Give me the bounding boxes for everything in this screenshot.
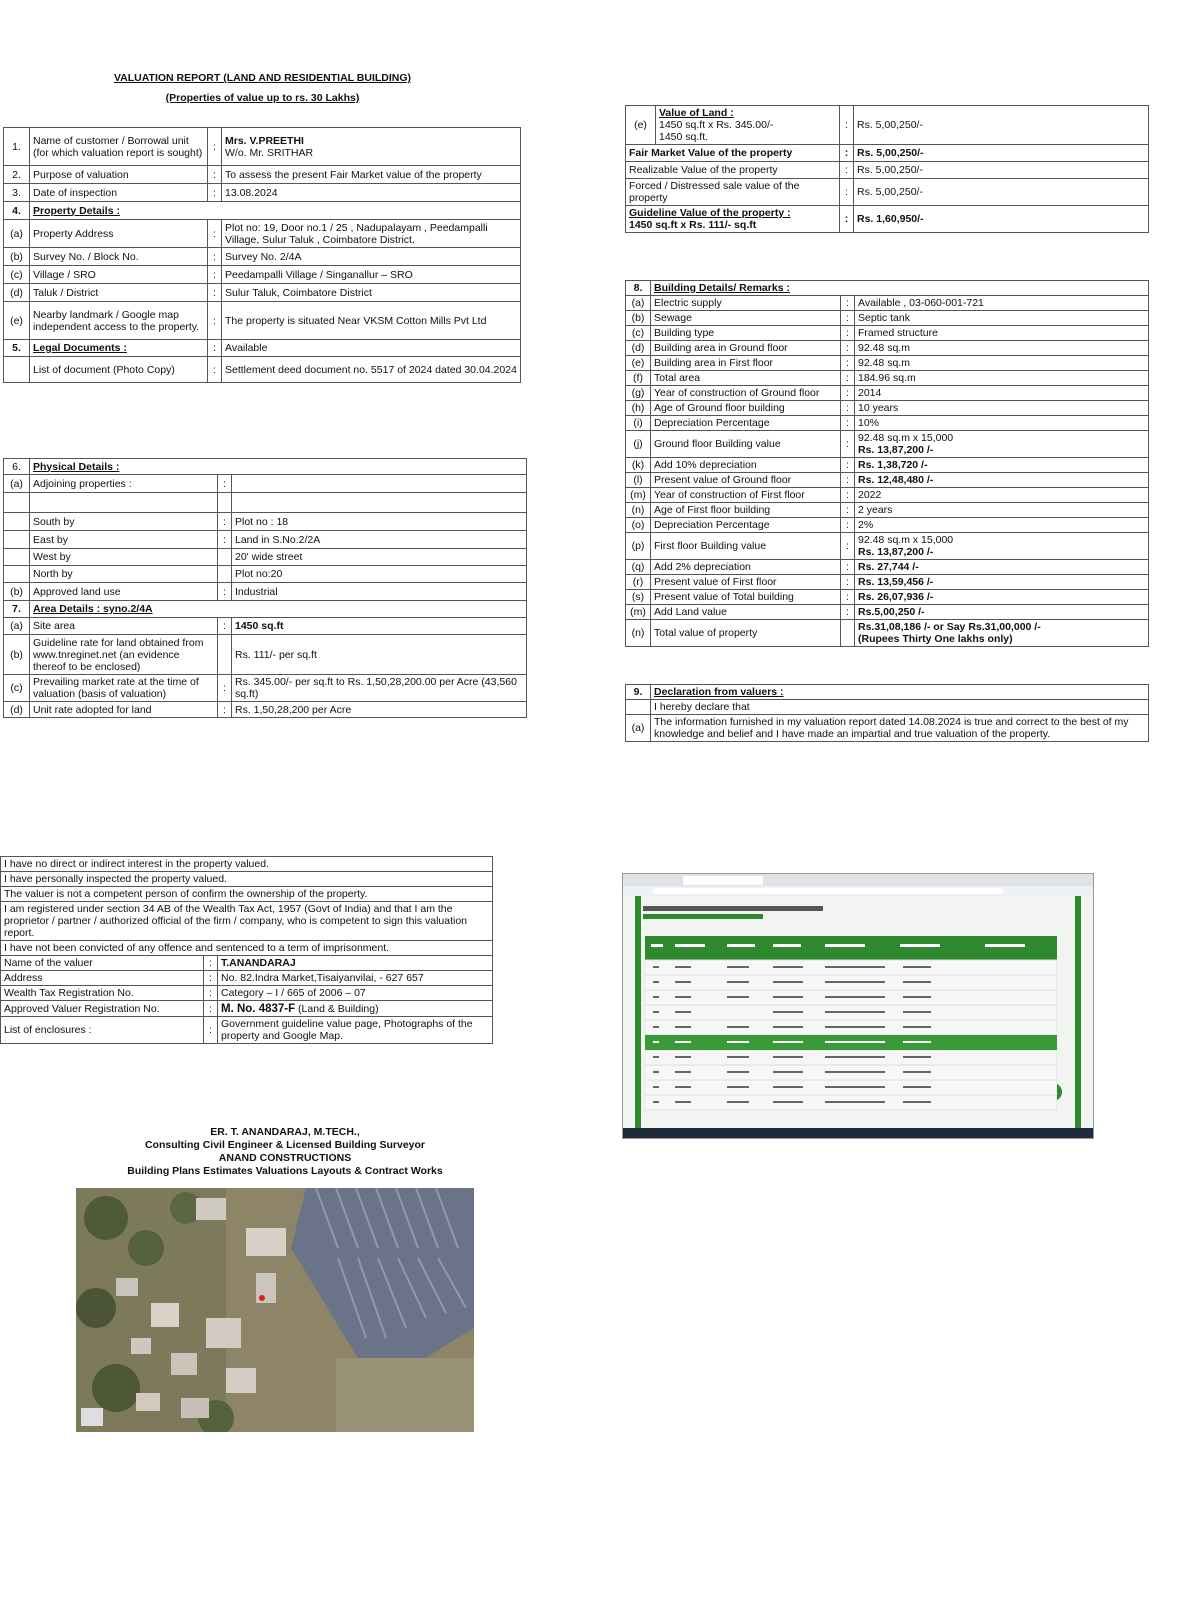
colon: :: [841, 326, 855, 341]
row-num: (c): [626, 326, 651, 341]
row-num: 7.: [4, 601, 30, 618]
row-num: (a): [626, 715, 651, 742]
colon: :: [218, 513, 232, 531]
physical-details-heading: Physical Details :: [30, 459, 527, 475]
total-area-label: Total area: [651, 371, 841, 386]
valuer-name-value: T.ANANDARAJ: [218, 956, 493, 971]
customer-name: Mrs. V.PREETHI: [225, 134, 304, 147]
area-details-heading: Area Details : syno.2/4A: [30, 601, 527, 618]
signature-company: ANAND CONSTRUCTIONS: [218, 1152, 352, 1164]
first-age-value: 2 years: [855, 503, 1149, 518]
row-num: 4.: [4, 202, 30, 220]
spacer: [232, 493, 527, 513]
colon: :: [840, 179, 854, 206]
ground-area-label: Building area in Ground floor: [651, 341, 841, 356]
approved-valuer-number: M. No. 4837-F: [221, 1002, 296, 1015]
row-num: (n): [626, 503, 651, 518]
declaration-line: I have not been convicted of any offence and sentenced to a term of imprisonment.: [1, 941, 493, 956]
row-num: (a): [4, 475, 30, 493]
east-label: East by: [30, 531, 218, 549]
survey-value: Survey No. 2/4A: [222, 248, 521, 266]
row-num: (h): [626, 401, 651, 416]
report-title: VALUATION REPORT (LAND AND RESIDENTIAL BUILDING): [113, 72, 412, 84]
south-value: Plot no : 18: [232, 513, 527, 531]
forced-value: Rs. 5,00,250/-: [854, 179, 1149, 206]
guideline-value-title: Guideline Value of the property :: [629, 207, 791, 219]
first-building-calc: 92.48 sq.m x 15,000: [858, 534, 954, 546]
first-year-value: 2022: [855, 488, 1149, 503]
first-area-value: 92.48 sq.m: [855, 356, 1149, 371]
approved-valuer-label: Approved Valuer Registration No.: [1, 1001, 204, 1017]
colon: :: [841, 605, 855, 620]
present-first-value: Rs. 13,59,456 /-: [855, 575, 1149, 590]
landmark-value: The property is situated Near VKSM Cotton Mills Pvt Ltd: [222, 302, 521, 340]
row-num: (d): [4, 284, 30, 302]
north-label: North by: [30, 566, 218, 583]
sewage-value: Septic tank: [855, 311, 1149, 326]
colon-empty: [841, 620, 855, 647]
row-num: (i): [626, 416, 651, 431]
colon: :: [208, 128, 222, 166]
colon: :: [841, 296, 855, 311]
north-value: Plot no:20: [232, 566, 527, 583]
empty-cell: [232, 475, 527, 493]
physical-details-table: [3, 458, 527, 718]
depreciation-value: 10%: [855, 416, 1149, 431]
village-value: Peedampalli Village / Singanallur – SRO: [222, 266, 521, 284]
colon: :: [204, 1017, 218, 1044]
guideline-value-cell: [626, 206, 840, 233]
depreciation-label: Depreciation Percentage: [651, 416, 841, 431]
colon: :: [841, 356, 855, 371]
row-num: (e): [4, 302, 30, 340]
colon: :: [204, 986, 218, 1001]
wealth-tax-label: Wealth Tax Registration No.: [1, 986, 204, 1001]
approved-valuer-value: [218, 1001, 493, 1017]
declaration-line: I have personally inspected the property valued.: [1, 872, 493, 887]
first-age-label: Age of First floor building: [651, 503, 841, 518]
declaration-heading: Declaration from valuers :: [651, 685, 1149, 700]
wealth-tax-value: Category – I / 665 of 2006 – 07: [218, 986, 493, 1001]
colon: :: [218, 618, 232, 635]
colon: :: [208, 302, 222, 340]
colon: :: [204, 1001, 218, 1017]
address-value: Plot no: 19, Door no.1 / 25 , Nadupalayam , Peedampalli Village, Sulur Taluk , Coimbatore District.: [222, 220, 521, 248]
row-num: 3.: [4, 184, 30, 202]
spacer: [218, 493, 232, 513]
colon: :: [841, 341, 855, 356]
land-use-label: Approved land use: [30, 583, 218, 601]
row-num: 5.: [4, 340, 30, 357]
add-depr-ground-value: Rs. 1,38,720 /-: [855, 458, 1149, 473]
colon: :: [218, 475, 232, 493]
customer-label: Name of customer / Borrowal unit (for which valuation report is sought): [30, 128, 208, 166]
colon: :: [204, 971, 218, 986]
first-year-label: Year of construction of First floor: [651, 488, 841, 503]
row-num: (b): [626, 311, 651, 326]
present-ground-label: Present value of Ground floor: [651, 473, 841, 488]
colon: :: [841, 386, 855, 401]
row-num: (r): [626, 575, 651, 590]
land-value: Rs. 5,00,250/-: [854, 106, 1149, 145]
colon: :: [841, 575, 855, 590]
adjoining-label: Adjoining properties :: [30, 475, 218, 493]
colon-empty: [218, 566, 232, 583]
valuer-name-label: Name of the valuer: [1, 956, 204, 971]
customer-value: [222, 128, 521, 166]
signature-name: ER. T. ANANDARAJ, M.TECH.,: [210, 1126, 360, 1138]
building-details-heading: Building Details/ Remarks :: [651, 281, 1149, 296]
first-area-label: Building area in First floor: [651, 356, 841, 371]
ground-year-label: Year of construction of Ground floor: [651, 386, 841, 401]
colon-empty: [218, 635, 232, 675]
row-num: (m): [626, 605, 651, 620]
spacer: [4, 493, 30, 513]
add-land-value: Rs.5,00,250 /-: [855, 605, 1149, 620]
row-num: (e): [626, 356, 651, 371]
unit-rate-label: Unit rate adopted for land: [30, 702, 218, 718]
colon: :: [840, 106, 854, 145]
row-num: (s): [626, 590, 651, 605]
row-num: (l): [626, 473, 651, 488]
colon: :: [841, 416, 855, 431]
building-type-value: Framed structure: [855, 326, 1149, 341]
site-area-value: 1450 sq.ft: [232, 618, 527, 635]
row-num: (n): [626, 620, 651, 647]
row-num: 2.: [4, 166, 30, 184]
taluk-value: Sulur Taluk, Coimbatore District: [222, 284, 521, 302]
ground-year-value: 2014: [855, 386, 1149, 401]
colon: :: [218, 675, 232, 702]
aerial-map-drawing: [76, 1188, 474, 1432]
customer-details-table: [3, 127, 521, 383]
south-label: South by: [30, 513, 218, 531]
declaration-line: The valuer is not a competent person of confirm the ownership of the property.: [1, 887, 493, 902]
colon: :: [208, 184, 222, 202]
ground-area-value: 92.48 sq.m: [855, 341, 1149, 356]
document-list-value: Settlement deed document no. 5517 of 2024 dated 30.04.2024: [222, 357, 521, 383]
row-num: (q): [626, 560, 651, 575]
colon: :: [208, 340, 222, 357]
guideline-rate-label: Guideline rate for land obtained from www.tnreginet.net (an evidence thereof to be enclosed): [30, 635, 218, 675]
present-ground-value: Rs. 12,48,480 /-: [855, 473, 1149, 488]
ground-building-value-label: Ground floor Building value: [651, 431, 841, 458]
colon: :: [208, 220, 222, 248]
address-label: Property Address: [30, 220, 208, 248]
fmv-label: Fair Market Value of the property: [626, 145, 840, 162]
village-label: Village / SRO: [30, 266, 208, 284]
guideline-value: Rs. 1,60,950/-: [854, 206, 1149, 233]
row-num: (a): [626, 296, 651, 311]
land-value-table: [625, 105, 1149, 233]
ground-building-value: [855, 431, 1149, 458]
colon: :: [208, 166, 222, 184]
total-building-label: Present value of Total building: [651, 590, 841, 605]
enclosures-label: List of enclosures :: [1, 1017, 204, 1044]
inspection-date-value: 13.08.2024: [222, 184, 521, 202]
row-num: (d): [4, 702, 30, 718]
colon: :: [841, 431, 855, 458]
colon: :: [204, 956, 218, 971]
signature-title: Consulting Civil Engineer & Licensed Building Surveyor: [144, 1139, 426, 1151]
row-num: (b): [4, 248, 30, 266]
landmark-label: Nearby landmark / Google map independent access to the property.: [30, 302, 208, 340]
first-building-value: [855, 533, 1149, 560]
land-value-line2: 1450 sq.ft.: [659, 131, 709, 143]
declaration-table: [625, 684, 1149, 742]
ground-age-label: Age of Ground floor building: [651, 401, 841, 416]
add-depr-first-label: Add 2% depreciation: [651, 560, 841, 575]
first-depr-label: Depreciation Percentage: [651, 518, 841, 533]
realizable-value: Rs. 5,00,250/-: [854, 162, 1149, 179]
row-num-empty: [626, 700, 651, 715]
land-value-title: Value of Land :: [659, 107, 734, 119]
building-details-table: [625, 280, 1149, 647]
colon: :: [208, 357, 222, 383]
add-depr-ground-label: Add 10% depreciation: [651, 458, 841, 473]
purpose-value: To assess the present Fair Market value of the property: [222, 166, 521, 184]
guideline-rate-value: Rs. 111/- per sq.ft: [232, 635, 527, 675]
colon: :: [218, 531, 232, 549]
colon: :: [840, 162, 854, 179]
report-subtitle: (Properties of value up to rs. 30 Lakhs): [165, 92, 360, 104]
ground-age-value: 10 years: [855, 401, 1149, 416]
row-num: (a): [4, 618, 30, 635]
fmv-value: Rs. 5,00,250/-: [854, 145, 1149, 162]
first-depr-value: 2%: [855, 518, 1149, 533]
colon: :: [840, 145, 854, 162]
colon: :: [841, 473, 855, 488]
land-value-line1: 1450 sq.ft x Rs. 345.00/-: [659, 119, 774, 131]
document-list-label: List of document (Photo Copy): [30, 357, 208, 383]
row-num: (j): [626, 431, 651, 458]
colon: :: [840, 206, 854, 233]
west-value: 20' wide street: [232, 549, 527, 566]
row-num: (g): [626, 386, 651, 401]
add-land-label: Add Land value: [651, 605, 841, 620]
survey-label: Survey No. / Block No.: [30, 248, 208, 266]
row-num: (a): [4, 220, 30, 248]
taluk-label: Taluk / District: [30, 284, 208, 302]
row-num: (p): [626, 533, 651, 560]
row-num: 8.: [626, 281, 651, 296]
enclosures-value: Government guideline value page, Photographs of the property and Google Map.: [218, 1017, 493, 1044]
market-rate-label: Prevailing market rate at the time of valuation (basis of valuation): [30, 675, 218, 702]
building-type-label: Building type: [651, 326, 841, 341]
purpose-label: Purpose of valuation: [30, 166, 208, 184]
present-first-label: Present value of First floor: [651, 575, 841, 590]
legal-documents-heading: Legal Documents :: [30, 340, 208, 357]
ground-building-calc: 92.48 sq.m x 15,000: [858, 432, 954, 444]
row-num: (e): [626, 106, 656, 145]
inspection-date-label: Date of inspection: [30, 184, 208, 202]
approved-valuer-category: (Land & Building): [295, 1002, 379, 1015]
row-num: 6.: [4, 459, 30, 475]
row-num: 1.: [4, 128, 30, 166]
signature-block: [60, 1126, 510, 1178]
total-property-amount: Rs.31,08,186 /- or Say Rs.31,00,000 /-: [858, 621, 1041, 633]
screenshot-table-drawing: [645, 936, 1057, 1116]
total-property-label: Total value of property: [651, 620, 841, 647]
row-num-empty: [4, 513, 30, 531]
declaration-text: The information furnished in my valuation report dated 14.08.2024 is true and correct to the best of my knowledge and belief and I have made an impartial and true valuation of the property.: [651, 715, 1149, 742]
colon: :: [218, 583, 232, 601]
colon: :: [841, 533, 855, 560]
row-num: 9.: [626, 685, 651, 700]
row-num: (d): [626, 341, 651, 356]
first-building-value-label: First floor Building value: [651, 533, 841, 560]
ground-building-amount: Rs. 13,87,200 /-: [858, 444, 934, 456]
customer-relation: W/o. Mr. SRITHAR: [225, 146, 314, 159]
aerial-map-image: [76, 1188, 474, 1432]
colon: :: [841, 311, 855, 326]
row-num-empty: [4, 549, 30, 566]
colon-empty: [218, 549, 232, 566]
declaration-line: I have no direct or indirect interest in the property valued.: [1, 857, 493, 872]
legal-documents-value: Available: [222, 340, 521, 357]
declaration-line: I am registered under section 34 AB of the Wealth Tax Act, 1957 (Govt of India) and that I am the proprietor / partner / authorized official of the firm / company, who is competent to sign this valuation report.: [1, 902, 493, 941]
colon: :: [218, 702, 232, 718]
colon: :: [208, 284, 222, 302]
valuer-details-table: [0, 856, 493, 1044]
row-num: (k): [626, 458, 651, 473]
guideline-value-line: 1450 sq.ft x Rs. 111/- sq.ft: [629, 219, 757, 231]
forced-label: Forced / Distressed sale value of the property: [626, 179, 840, 206]
west-label: West by: [30, 549, 218, 566]
first-building-amount: Rs. 13,87,200 /-: [858, 546, 934, 558]
colon: :: [208, 266, 222, 284]
total-area-value: 184.96 sq.m: [855, 371, 1149, 386]
colon: :: [841, 503, 855, 518]
colon: :: [841, 560, 855, 575]
row-num: (c): [4, 675, 30, 702]
colon: :: [841, 458, 855, 473]
address-value: No. 82.Indra Market,Tisaiyanvilai, - 627 657: [218, 971, 493, 986]
property-details-heading: Property Details :: [30, 202, 521, 220]
row-num: (c): [4, 266, 30, 284]
row-num-empty: [4, 531, 30, 549]
unit-rate-value: Rs. 1,50,28,200 per Acre: [232, 702, 527, 718]
declaration-intro: I hereby declare that: [651, 700, 1149, 715]
spacer: [30, 493, 218, 513]
sewage-label: Sewage: [651, 311, 841, 326]
address-label: Address: [1, 971, 204, 986]
realizable-label: Realizable Value of the property: [626, 162, 840, 179]
colon: :: [841, 590, 855, 605]
electric-value: Available , 03-060-001-721: [855, 296, 1149, 311]
colon: :: [841, 401, 855, 416]
colon: :: [841, 371, 855, 386]
land-use-value: Industrial: [232, 583, 527, 601]
screenshot-table-wrap: [645, 936, 1057, 1121]
row-num-empty: [4, 357, 30, 383]
colon: :: [841, 518, 855, 533]
colon: :: [208, 248, 222, 266]
row-num: (f): [626, 371, 651, 386]
row-num: (o): [626, 518, 651, 533]
colon: :: [841, 488, 855, 503]
row-num: (b): [4, 635, 30, 675]
row-num: (m): [626, 488, 651, 503]
signature-services: Building Plans Estimates Valuations Layouts & Contract Works: [127, 1165, 443, 1177]
site-area-label: Site area: [30, 618, 218, 635]
total-building-value: Rs. 26,07,936 /-: [855, 590, 1149, 605]
east-value: Land in S.No.2/2A: [232, 531, 527, 549]
total-property-value: [855, 620, 1149, 647]
row-num: (b): [4, 583, 30, 601]
guideline-screenshot-image: [622, 873, 1094, 1139]
market-rate-value: Rs. 345.00/- per sq.ft to Rs. 1,50,28,200.00 per Acre (43,560 sq.ft): [232, 675, 527, 702]
electric-label: Electric supply: [651, 296, 841, 311]
total-property-words: (Rupees Thirty One lakhs only): [858, 633, 1013, 645]
row-num-empty: [4, 566, 30, 583]
land-value-calc: [656, 106, 840, 145]
add-depr-first-value: Rs. 27,744 /-: [855, 560, 1149, 575]
